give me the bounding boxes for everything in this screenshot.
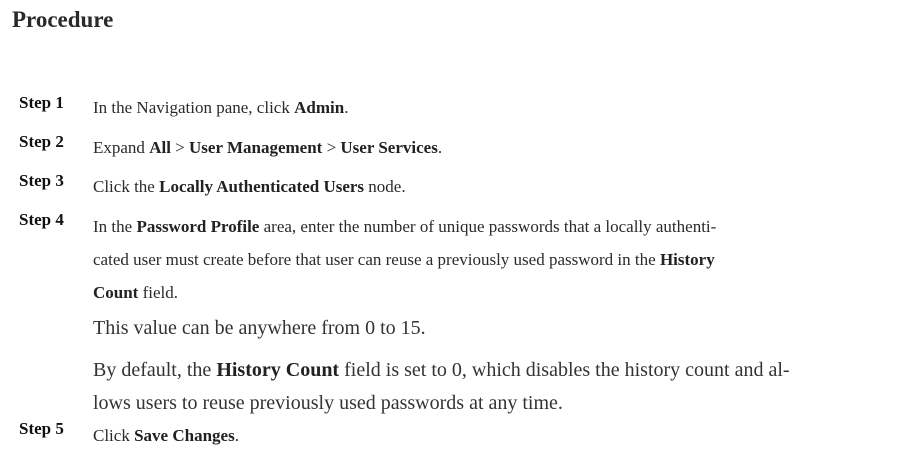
step-2-separator-1: > <box>170 138 190 157</box>
step-2-text-a: Expand <box>93 138 150 157</box>
step-4-note-default-b: field is set to 0, which disables the history count and al- <box>339 359 790 381</box>
step-3-ui-locally-authenticated-users: Locally Authenticated Users <box>159 177 365 196</box>
step-4-note-default <box>93 354 790 420</box>
step-4-ui-password-profile: Password Profile <box>136 217 260 236</box>
step-4-note-default-a: By default, the <box>93 359 217 381</box>
step-label-3: Step 3 <box>19 171 64 190</box>
step-text-2 <box>93 131 442 164</box>
step-4-line-2-a: cated user must create before that user can reuse a previously used password in the <box>93 250 660 269</box>
step-1-text-b: . <box>344 98 349 117</box>
step-4-note-default-line-2: lows users to reuse previously used passwords at any time. <box>93 392 563 414</box>
step-4-line-1 <box>93 210 716 243</box>
step-text-3 <box>93 170 406 203</box>
step-text-1 <box>93 91 348 124</box>
step-2-ui-user-services: User Services <box>340 138 438 157</box>
step-4-note-default-line-1 <box>93 354 790 387</box>
step-4-note-ui-history-count: History Count <box>216 359 340 381</box>
step-text-5 <box>93 419 239 452</box>
step-4-line-3-b: field. <box>138 283 179 302</box>
step-label-1: Step 1 <box>19 93 64 112</box>
step-2-separator-2: > <box>322 138 341 157</box>
step-3-text-b: node. <box>364 177 406 196</box>
step-1-ui-admin: Admin <box>294 98 345 117</box>
step-text-4 <box>93 210 716 309</box>
step-4-line-1-a: In the <box>93 217 137 236</box>
step-4-line-1-b: area, enter the number of unique passwords that a locally authenti- <box>259 217 717 236</box>
step-label-5: Step 5 <box>19 419 64 438</box>
step-label-2: Step 2 <box>19 132 64 151</box>
step-5-ui-save-changes: Save Changes <box>134 426 235 445</box>
step-4-ui-count: Count <box>93 283 139 302</box>
step-2-ui-all: All <box>149 138 171 157</box>
step-5-text-a: Click <box>93 426 135 445</box>
step-2-ui-user-management: User Management <box>189 138 323 157</box>
step-label-4: Step 4 <box>19 210 64 229</box>
step-4-line-3 <box>93 276 716 309</box>
page-title: Procedure <box>12 7 114 32</box>
step-4-ui-history: History <box>659 250 715 269</box>
step-1-text-a: In the Navigation pane, click <box>93 98 295 117</box>
step-5-text-b: . <box>234 426 239 445</box>
step-4-note-range: This value can be anywhere from 0 to 15. <box>93 317 426 339</box>
step-3-text-a: Click the <box>93 177 160 196</box>
step-2-text-b: . <box>437 138 443 157</box>
step-4-line-2 <box>93 243 716 276</box>
